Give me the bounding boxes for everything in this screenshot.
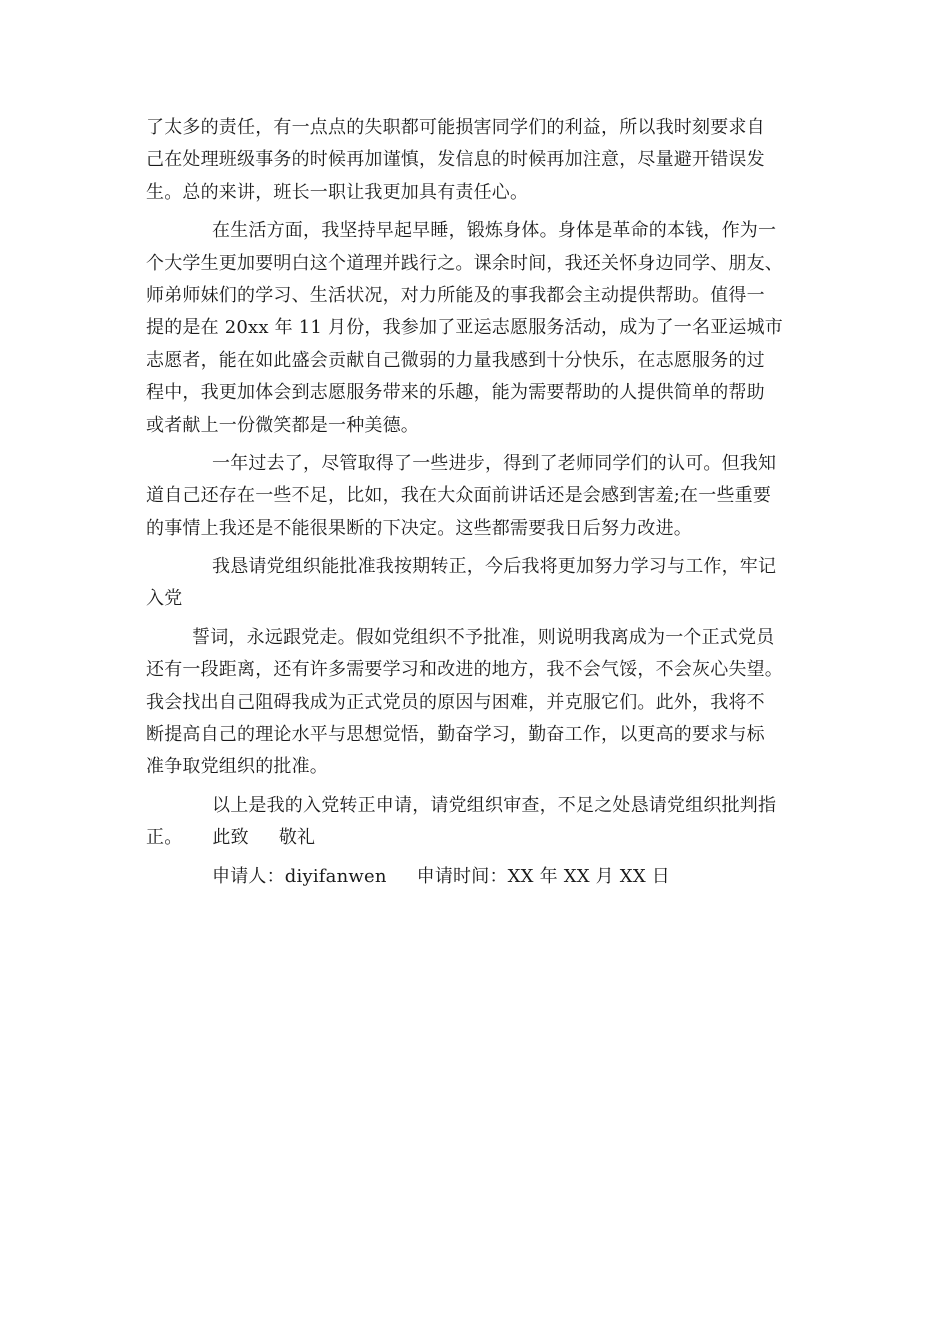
paragraph-conclusion bbox=[146, 790, 808, 855]
text-line: 己在处理班级事务的时候再加谨慎，发信息的时候再加注意，尽量避开错误发 bbox=[146, 149, 765, 171]
text-line: 一年过去了，尽管取得了一些进步，得到了老师同学们的认可。但我知 bbox=[212, 452, 777, 474]
signature-line bbox=[146, 861, 808, 893]
paragraph-shortcomings bbox=[146, 448, 808, 545]
text-line: 个大学生更加要明白这个道理并践行之。课余时间，我还关怀身边同学、朋友、 bbox=[146, 252, 783, 274]
text-line: 了太多的责任，有一点点的失职都可能损害同学们的利益，所以我时刻要求自 bbox=[146, 117, 765, 138]
text-line: 志愿者，能在如此盛会贡献自己微弱的力量我感到十分快乐，在志愿服务的过 bbox=[146, 349, 765, 371]
text-line: 以上是我的入党转正申请，请党组织审查，不足之处恳请党组织批判指 bbox=[212, 794, 777, 816]
text-line bbox=[146, 822, 808, 854]
applicant-name: 申请人：diyifanwen bbox=[212, 865, 387, 887]
text-line: 断提高自己的理论水平与思想觉悟，勤奋学习，勤奋工作，以更高的要求与标 bbox=[146, 724, 765, 746]
paragraph-life bbox=[146, 215, 808, 442]
document-page bbox=[146, 112, 808, 893]
salutation-jingli: 敬礼 bbox=[278, 827, 316, 849]
text-line: 准争取党组织的批准。 bbox=[146, 756, 328, 778]
text-line: 我会找出自己阻碍我成为正式党员的原因与困难，并克服它们。此外，我将不 bbox=[146, 691, 765, 713]
text-fragment: 正。 bbox=[146, 827, 183, 849]
paragraph-oath bbox=[146, 622, 808, 784]
text-line: 誓词，永远跟党走。假如党组织不予批准，则说明我离成为一个正式党员 bbox=[192, 626, 775, 648]
text-line: 我恳请党组织能批准我按期转正，今后我将更加努力学习与工作，牢记 bbox=[212, 556, 777, 578]
text-line: 生。总的来讲，班长一职让我更加具有责任心。 bbox=[146, 181, 529, 203]
text-line: 的事情上我还是不能很果断的下决定。这些都需要我日后努力改进。 bbox=[146, 517, 692, 539]
text-line: 入党 bbox=[146, 588, 183, 610]
text-line: 道自己还存在一些不足，比如，我在大众面前讲话还是会感到害羞;在一些重要 bbox=[146, 485, 772, 507]
text-line: 还有一段距离，还有许多需要学习和改进的地方，我不会气馁，不会灰心失望。 bbox=[146, 659, 783, 681]
paragraph-request bbox=[146, 551, 808, 616]
text-line: 师弟师妹们的学习、生活状况，对力所能及的事我都会主动提供帮助。值得一 bbox=[146, 284, 765, 306]
text-line: 或者献上一份微笑都是一种美德。 bbox=[146, 414, 419, 436]
text-line: 在生活方面，我坚持早起早睡，锻炼身体。身体是革命的本钱，作为一 bbox=[212, 220, 777, 242]
text-line: 提的是在 20xx 年 11 月份，我参加了亚运志愿服务活动，成为了一名亚运城市 bbox=[146, 317, 783, 339]
text-line: 程中，我更加体会到志愿服务带来的乐趣，能为需要帮助的人提供简单的帮助 bbox=[146, 382, 765, 404]
signature-block bbox=[146, 861, 808, 893]
salutation-cizhi: 此致 bbox=[212, 827, 249, 849]
paragraph-responsibility bbox=[146, 112, 808, 209]
application-date: 申请时间：XX 年 XX 月 XX 日 bbox=[416, 865, 670, 887]
